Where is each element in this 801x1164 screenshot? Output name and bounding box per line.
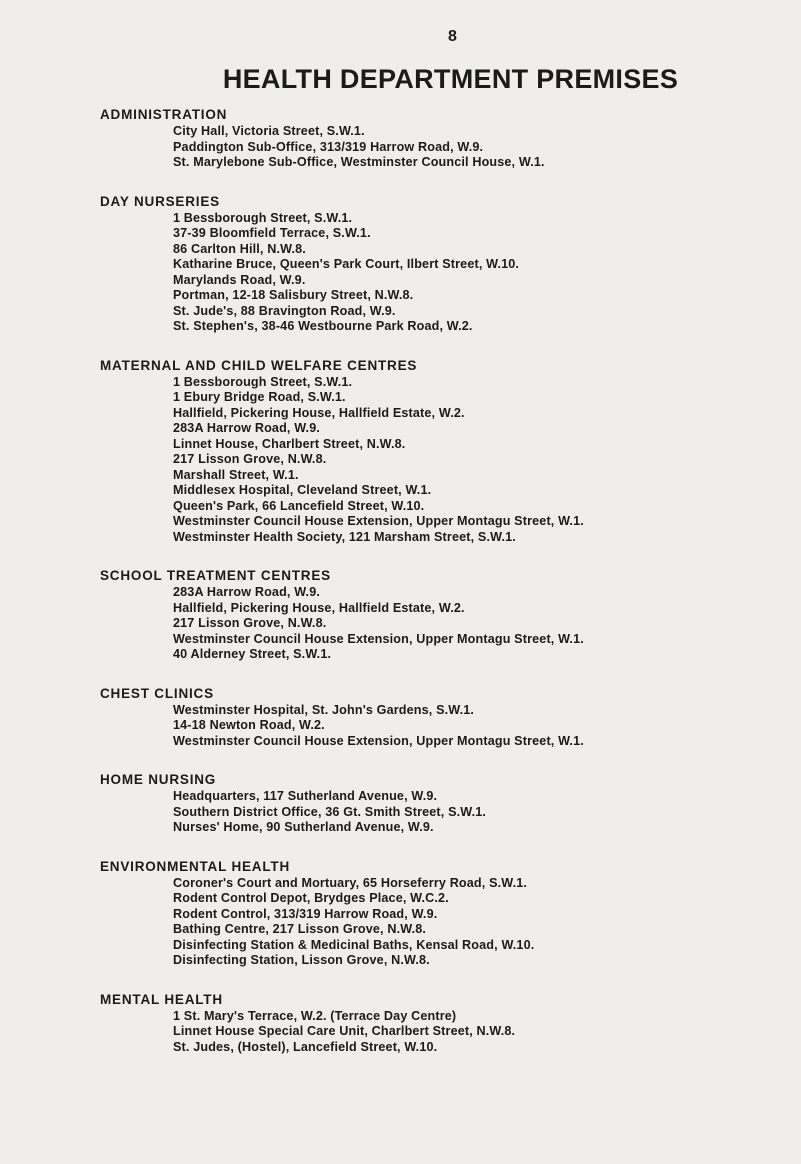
address-line: Middlesex Hospital, Cleveland Street, W.1. (173, 483, 432, 497)
address-list (100, 1009, 740, 1056)
address-line: Queen's Park, 66 Lancefield Street, W.10. (173, 498, 425, 513)
section-day-nurseries (100, 193, 740, 335)
address-line: Westminster Health Society, 121 Marsham Street, S.W.1. (173, 529, 516, 544)
address-list (100, 585, 740, 663)
address-line: 1 St. Mary's Terrace, W.2. (Terrace Day Centre) (173, 1008, 457, 1023)
address-line: St. Marylebone Sub-Office, Westminster Council House, W.1. (173, 155, 545, 169)
address-line: Southern District Office, 36 Gt. Smith Street, S.W.1. (173, 804, 487, 819)
page-number: 8 (448, 28, 457, 45)
address-line: 1 Bessborough Street, S.W.1. (173, 374, 353, 389)
address-line: Katharine Bruce, Queen's Park Court, Ilbert Street, W.10. (173, 257, 520, 271)
section-chest-clinics (100, 685, 740, 750)
address-line: St. Stephen's, 38-46 Westbourne Park Road, W.2. (173, 319, 473, 333)
address-line: Marylands Road, W.9. (173, 272, 306, 287)
address-line: 283A Harrow Road, W.9. (173, 585, 321, 599)
address-line: 14-18 Newton Road, W.2. (173, 718, 325, 732)
address-line: 217 Lisson Grove, N.W.8. (173, 616, 327, 630)
address-list (100, 789, 740, 836)
address-line: Westminster Council House Extension, Upper Montagu Street, W.1. (173, 514, 584, 528)
address-list (100, 876, 740, 969)
address-line: Hallfield, Pickering House, Hallfield Estate, W.2. (173, 405, 465, 420)
section-administration (100, 106, 740, 171)
address-line: Westminster Council House Extension, Upper Montagu Street, W.1. (173, 733, 584, 748)
section-school-treatment-centres (100, 567, 740, 663)
address-line: 40 Alderney Street, S.W.1. (173, 647, 332, 661)
section-heading: DAY NURSERIES (100, 193, 220, 209)
section-heading: ADMINISTRATION (100, 107, 228, 122)
address-line: Westminster Hospital, St. John's Gardens, S.W.1. (173, 702, 475, 717)
premises-list (100, 106, 740, 1077)
address-line: Nurses' Home, 90 Sutherland Avenue, W.9. (173, 820, 434, 834)
address-line: Rodent Control, 313/319 Harrow Road, W.9. (173, 906, 438, 921)
section-mental-health (100, 991, 740, 1056)
address-line: Linnet House, Charlbert Street, N.W.8. (173, 436, 406, 451)
address-line: Hallfield, Pickering House, Hallfield Estate, W.2. (173, 600, 465, 615)
address-line: St. Jude's, 88 Bravington Road, W.9. (173, 303, 396, 318)
section-heading: MENTAL HEALTH (100, 991, 223, 1007)
address-line: Marshall Street, W.1. (173, 467, 299, 482)
page-title: HEALTH DEPARTMENT PREMISES (222, 64, 679, 94)
section-maternal-and-child-welfare-centres (100, 357, 740, 546)
address-line: 283A Harrow Road, W.9. (173, 421, 321, 435)
address-line: Westminster Council House Extension, Upper Montagu Street, W.1. (173, 631, 584, 646)
section-home-nursing (100, 771, 740, 836)
address-line: 37-39 Bloomfield Terrace, S.W.1. (173, 226, 371, 240)
address-line: Portman, 12-18 Salisbury Street, N.W.8. (173, 288, 414, 302)
address-line: Headquarters, 117 Sutherland Avenue, W.9. (173, 789, 438, 803)
address-list (100, 375, 740, 546)
section-environmental-health (100, 858, 740, 969)
address-line: 1 Bessborough Street, S.W.1. (173, 210, 353, 225)
section-heading: ENVIRONMENTAL HEALTH (100, 858, 290, 874)
address-line: Disinfecting Station, Lisson Grove, N.W.8. (173, 953, 430, 967)
address-line: Rodent Control Depot, Brydges Place, W.C.2. (173, 891, 449, 905)
section-heading: HOME NURSING (100, 772, 217, 787)
address-line: Bathing Centre, 217 Lisson Grove, N.W.8. (173, 922, 427, 936)
address-line: Linnet House Special Care Unit, Charlbert Street, N.W.8. (173, 1024, 516, 1038)
address-list (100, 211, 740, 335)
address-line: 217 Lisson Grove, N.W.8. (173, 452, 327, 466)
address-line: 1 Ebury Bridge Road, S.W.1. (173, 390, 346, 404)
section-heading: CHEST CLINICS (100, 685, 214, 701)
address-line: Disinfecting Station & Medicinal Baths, Kensal Road, W.10. (173, 937, 535, 952)
section-heading: MATERNAL AND CHILD WELFARE CENTRES (100, 357, 418, 373)
address-line: 86 Carlton Hill, N.W.8. (173, 241, 306, 256)
address-line: City Hall, Victoria Street, S.W.1. (173, 124, 365, 138)
address-line: Paddington Sub-Office, 313/319 Harrow Road, W.9. (173, 139, 484, 154)
address-list (100, 703, 740, 750)
section-heading: SCHOOL TREATMENT CENTRES (100, 568, 331, 583)
address-list (100, 124, 740, 171)
address-line: Coroner's Court and Mortuary, 65 Horseferry Road, S.W.1. (173, 875, 528, 890)
address-line: St. Judes, (Hostel), Lancefield Street, W.10. (173, 1039, 438, 1054)
